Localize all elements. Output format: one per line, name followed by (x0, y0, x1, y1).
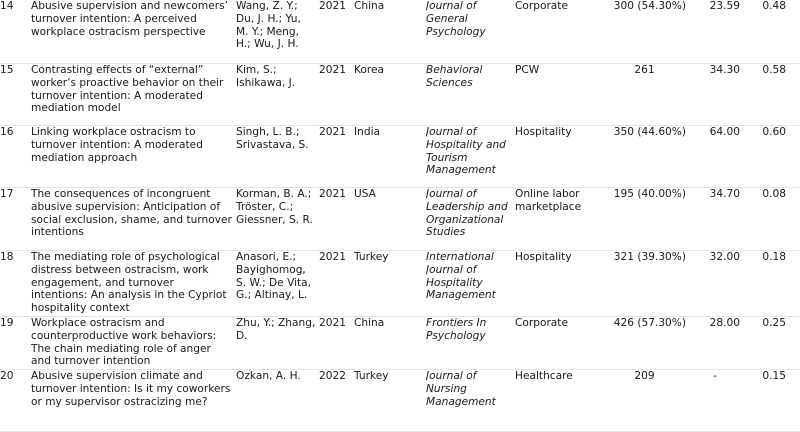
study-sector: Corporate (515, 316, 568, 329)
study-correlation: 0.08 (762, 188, 786, 200)
study-sample: 300 (54.30%) (613, 0, 686, 12)
study-correlation: 0.48 (762, 0, 786, 12)
study-age: 28.00 (709, 316, 740, 329)
study-authors: Anasori, E.; Bayighomog, S. W.; De Vita, G.; Altinay, L. (236, 251, 312, 302)
study-country: China (354, 0, 385, 12)
study-title: Linking workplace ostracism to turnover intention: A moderated mediation approach (31, 126, 203, 164)
study-sector: Corporate (515, 0, 568, 12)
study-sample: 261 (634, 64, 655, 76)
study-correlation: 0.15 (762, 370, 786, 383)
row-number: 16 (0, 126, 14, 138)
study-year: 2021 (319, 188, 346, 200)
study-age: 34.30 (709, 64, 740, 76)
study-year: 2021 (319, 316, 346, 329)
study-year: 2022 (319, 370, 346, 383)
study-age: - (713, 370, 717, 383)
study-country: Turkey (354, 251, 389, 263)
row-number: 14 (0, 0, 14, 12)
study-correlation: 0.58 (762, 64, 786, 76)
table-row (0, 64, 800, 126)
study-country: Korea (354, 64, 385, 76)
study-sample: 350 (44.60%) (613, 126, 686, 138)
study-journal: Journal of Leadership and Organizational Studies (426, 188, 508, 239)
table-row (0, 188, 800, 251)
table-row (0, 370, 800, 432)
study-country: USA (354, 188, 376, 200)
study-title: Abusive supervision and newcomers’ turnover intention: A perceived workplace ostracism perspective (31, 0, 228, 38)
study-age: 23.59 (709, 0, 740, 12)
study-journal: Behavioral Sciences (426, 64, 483, 89)
study-title: Abusive supervision climate and turnover intention: Is it my coworkers or my supervisor ostracizing me? (31, 370, 231, 408)
study-sample: 426 (57.30%) (613, 316, 686, 329)
study-sector: Hospitality (515, 126, 572, 138)
study-journal: International Journal of Hospitality Management (426, 251, 496, 302)
study-correlation: 0.25 (762, 316, 786, 329)
study-title: Contrasting effects of “external” worker’s proactive behavior on their turnover intention: A moderated mediation model (31, 64, 224, 115)
study-sector: Online labor marketplace (515, 188, 582, 213)
study-journal: Journal of General Psychology (426, 0, 486, 38)
study-correlation: 0.18 (762, 251, 786, 263)
study-year: 2021 (319, 0, 346, 12)
table-row (0, 316, 800, 369)
study-country: Turkey (354, 370, 389, 383)
study-age: 32.00 (709, 251, 740, 263)
study-journal: Journal of Nursing Management (426, 370, 496, 408)
study-year: 2021 (319, 64, 346, 76)
study-year: 2021 (319, 251, 346, 263)
table-row (0, 251, 800, 317)
study-authors: Singh, L. B.; Srivastava, S. (236, 126, 309, 151)
study-authors: Özkan, A. H. (236, 370, 301, 383)
table-row (0, 126, 800, 188)
study-age: 34.70 (709, 188, 740, 200)
row-number: 17 (0, 188, 14, 200)
study-sector: PCW (515, 64, 540, 76)
study-journal: Journal of Hospitality and Tourism Management (426, 126, 506, 177)
study-country: China (354, 316, 385, 329)
study-authors: Korman, B. A.; Tröster, C.; Giessner, S. R. (236, 188, 313, 226)
study-sample: 321 (39.30%) (613, 251, 686, 263)
study-sector: Healthcare (515, 370, 573, 383)
study-journal: Frontiers In Psychology (426, 316, 487, 342)
study-authors: Kim, S.; Ishikawa, J. (236, 64, 296, 89)
study-sample: 209 (634, 370, 655, 383)
study-sample: 195 (40.00%) (613, 188, 686, 200)
row-number: 15 (0, 64, 14, 76)
study-authors: Zhu, Y.; Zhang, D. (236, 316, 316, 342)
study-title: The consequences of incongruent abusive supervision: Anticipation of social exclusion, shame, and turnover intentions (31, 188, 232, 239)
study-correlation: 0.60 (762, 126, 786, 138)
study-title: Workplace ostracism and counterproductive work behaviors: The chain mediating role of anger and turnover intention (31, 316, 217, 368)
table-row (0, 0, 800, 64)
study-title: The mediating role of psychological distress between ostracism, work engagement, and turnover intentions: An analysis in the Cypriot hospitality context (31, 251, 227, 315)
study-country: India (354, 126, 380, 138)
row-number: 20 (0, 370, 14, 383)
row-number: 19 (0, 316, 14, 329)
study-age: 64.00 (709, 126, 740, 138)
row-number: 18 (0, 251, 14, 263)
study-authors: Wang, Z. Y.; Du, J. H.; Yu, M. Y.; Meng, H.; Wu, J. H. (236, 0, 301, 51)
study-year: 2021 (319, 126, 346, 138)
study-sector: Hospitality (515, 251, 572, 263)
